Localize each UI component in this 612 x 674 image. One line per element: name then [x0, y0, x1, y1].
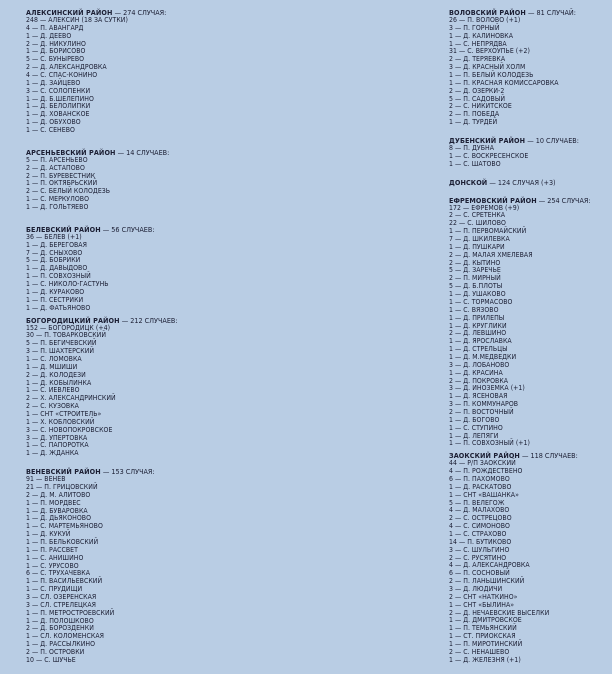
- locality-case-item: 2 — Д. КЫТИНО: [449, 258, 501, 267]
- locality-case-item: 2 — С. СРЕТЕНКА: [449, 211, 506, 220]
- locality-case-item: 2 — Д. М. АЛИТОВО: [26, 490, 91, 499]
- locality-case-item: 4 — С. СПАС-КОНИНО: [26, 71, 98, 80]
- locality-case-item: 2 — Д. ПОКРОВКА: [449, 376, 509, 385]
- locality-case-item: 1 — П. ПЕРВОМАЙСКИЙ: [449, 227, 527, 236]
- locality-case-item: 6 — П. СОСНОВЫЙ: [449, 569, 510, 578]
- locality-case-item: 248 — АЛЕКСИН (18 ЗА СУТКИ): [26, 16, 128, 24]
- district-summary: — 274 СЛУЧАЯ:: [112, 8, 167, 17]
- locality-case-item: 5 — П. БЕГИЧЕВСКИЙ: [26, 339, 97, 348]
- locality-case-item: 1 — Д. СТРЕЛЬЦЫ: [449, 345, 508, 354]
- locality-case-item: 1 — Д. КОБЫЛИНКА: [26, 378, 92, 387]
- locality-case-item: 1 — Д. ФАТЬЯНОВО: [26, 303, 91, 312]
- locality-case-item: 1 — Х. КОБЛОВСКИЙ: [26, 417, 95, 426]
- locality-case-item: 1 — П. СЕСТРИКИ: [26, 295, 84, 304]
- locality-case-item: 1 — С. МАРТЕМЬЯНОВО: [26, 522, 103, 531]
- locality-case-item: 3 — П. КОММУНАРОВ: [449, 400, 519, 409]
- locality-case-item: 2 — С. РУСЯТИНО: [449, 553, 507, 562]
- locality-case-item: 1 — С. УРУСОВО: [26, 561, 79, 570]
- locality-case-item: 3 — Д. УПЕРТОВКА: [26, 433, 88, 442]
- locality-case-item: 3 — Д. ЛОБАНОВО: [449, 360, 510, 369]
- locality-case-item: 1 — Д. ТУРДЕЙ: [449, 118, 498, 127]
- locality-case-item: 1 — СЛ. КОЛОМЕНСКАЯ: [26, 632, 104, 641]
- locality-case-item: 2 — Д. АЛЕКСАНДРОВКА: [26, 63, 107, 72]
- locality-case-item: 3 — П. ГОРНЫЙ: [449, 23, 500, 32]
- district-block: [449, 136, 609, 169]
- locality-case-item: 1 — С. ПРУДИЩИ: [26, 585, 83, 594]
- locality-case-item: 1 — Д. М.МЕДВЕДКИ: [449, 352, 517, 361]
- locality-case-item: 2 — П. БУРЕВЕСТНИК: [26, 171, 96, 180]
- locality-case-item: 21 — П. ГРИЦОВСКИЙ: [26, 482, 98, 491]
- locality-case-item: 1 — Д. КУРАКОВО: [26, 287, 85, 296]
- district-block: [26, 225, 326, 313]
- locality-case-item: 2 — Д. ТЕРЯЕВКА: [449, 55, 506, 64]
- district-block: [26, 467, 326, 665]
- locality-case-item: 1 — П. МОРДВЕС: [26, 498, 81, 507]
- district-heading: [449, 178, 609, 187]
- locality-case-item: 1 — С. ЛОМОВКА: [26, 354, 82, 363]
- locality-case-item: 1 — Д. Б.ШЕЛЕПИНО: [26, 94, 94, 103]
- locality-case-item: 1 — С. ИЕВЛЕВО: [26, 386, 80, 395]
- locality-case-item: 1 — Д. УШАКОВО: [449, 290, 506, 299]
- locality-case-item: 1 — Д. ДЬЯКОНОВО: [26, 514, 92, 523]
- district-name: БОГОРОДИЦКИЙ РАЙОН: [26, 315, 120, 325]
- locality-case-item: 91 — ВЕНЕВ: [26, 475, 66, 484]
- locality-case-item: 2 — Д. АСТАПОВО: [26, 163, 85, 172]
- locality-case-item: 5 — П. ВЕЛЕГОЖ: [449, 498, 505, 507]
- locality-case-item: 1 — Д. КРУГЛИКИ: [449, 321, 507, 330]
- locality-case-item: 1 — Д. РАСКАТОВО: [449, 482, 512, 491]
- district-summary: — 10 СЛУЧАЕВ:: [525, 136, 579, 146]
- locality-case-item: 14 — П. БУТИКОВО: [449, 537, 512, 546]
- district-name: ДОНСКОЙ: [449, 177, 488, 187]
- locality-case-item: 6 — С. ТРУХАЧЕВКА: [26, 569, 91, 578]
- locality-case-item: 2 — С. НИКИТСКОЕ: [449, 102, 512, 111]
- district-name: ЗАОКСКИЙ РАЙОН: [449, 451, 520, 461]
- locality-case-item: 1 — П. ТЕМЬЯНСКИЙ: [449, 624, 517, 633]
- locality-case-item: 3 — С. ШУЛЬГИНО: [449, 545, 510, 554]
- district-summary: — 212 СЛУЧАЕВ:: [119, 315, 178, 325]
- locality-case-item: 2 — Д. МАЛАЯ ХМЕЛЕВАЯ: [449, 250, 533, 259]
- locality-case-item: 1 — С. ВЯЗОВО: [449, 305, 499, 314]
- locality-case-item: 1 — П. СОВХОЗНЫЙ (+1): [449, 439, 531, 448]
- locality-case-item: 1 — С. НИКОЛО-ГАСТУНЬ: [26, 280, 109, 289]
- locality-case-item: 1 — СНТ «ВАШАНКА»: [449, 490, 519, 499]
- locality-case-item: 4 — С. СИМОНОВО: [449, 522, 510, 531]
- locality-case-item: 1 — Д. КРАСИНА: [449, 368, 503, 377]
- locality-case-item: 1 — Д. ЛЕПЯГИ: [449, 431, 499, 440]
- locality-case-item: 3 — СЛ. ОЗЕРЕНСКАЯ: [26, 593, 97, 601]
- locality-case-item: 5 — П. САДОВЫЙ: [449, 94, 506, 103]
- locality-case-item: 31 — С. ВЕРХОУПЬЕ (+2): [449, 47, 530, 56]
- locality-case-item: 2 — Д. НЕЧАЕВСКИЕ ВЫСЕЛКИ: [449, 608, 550, 617]
- left-column: [26, 8, 326, 674]
- district-block: [449, 8, 609, 127]
- locality-case-item: 1 — Д. ДАВЫДОВО: [26, 264, 88, 273]
- district-name: АЛЕКСИНСКИЙ РАЙОН: [26, 8, 113, 17]
- locality-case-item: 2 — Д. ОЗЕРКИ-2: [449, 86, 505, 95]
- locality-case-item: 3 — Д. ЛЮДИЧИ: [449, 585, 503, 593]
- locality-case-item: 1 — Д. ДМИТРОВСКОЕ: [449, 616, 522, 625]
- locality-case-item: 1 — Д. БОГОВО: [449, 415, 500, 424]
- locality-case-item: 1 — П. ОКТЯБРЬСКИЙ: [26, 179, 98, 188]
- locality-case-item: 1 — П. БЕЛЫЙ КОЛОДЕЗЬ: [449, 71, 534, 80]
- right-column: [449, 8, 609, 668]
- locality-case-item: 10 — С. ШУЧЬЕ: [26, 655, 76, 664]
- locality-case-item: 1 — Д. ГОЛЬТЯЕВО: [26, 203, 89, 212]
- locality-case-item: 1 — С. ВОСКРЕСЕНСКОЕ: [449, 151, 529, 160]
- locality-case-item: 2 — П. МИРНЫЙ: [449, 274, 501, 283]
- locality-case-item: 1 — П. КРАСНАЯ КОМИССАРОВКА: [449, 78, 559, 87]
- district-spacer: [449, 127, 609, 136]
- locality-case-item: 44 — Р/П ЗАОКСКИЙ: [449, 459, 516, 468]
- locality-case-item: 5 — Д. ЗАРЕЧЬЕ: [449, 266, 501, 275]
- locality-case-item: 1 — Д. ЖЕЛЕЗНЯ (+1): [449, 655, 521, 664]
- district-summary: — 153 СЛУЧАЯ:: [100, 467, 155, 477]
- locality-case-item: 172 — ЕФРЕМОВ (+9): [449, 203, 520, 212]
- locality-case-item: 4 — П. АВАНГАРД: [26, 23, 84, 32]
- district-spacer: [26, 665, 326, 674]
- locality-case-item: 1 — С. СЕНЕВО: [26, 126, 75, 135]
- district-block: [26, 8, 326, 135]
- district-summary: — 124 СЛУЧАЯ (+3): [487, 177, 556, 187]
- locality-case-item: 1 — С. АНИШИНО: [26, 553, 84, 562]
- district-spacer: [26, 212, 326, 225]
- locality-case-item: 3 — Д. ИНОЗЕМКА (+1): [449, 384, 525, 393]
- locality-case-item: 1 — Д. КУКУЙ: [26, 530, 71, 539]
- district-summary: — 118 СЛУЧАЕВ:: [519, 451, 578, 461]
- locality-case-item: 22 — С. ШИЛОВО: [449, 219, 506, 228]
- district-summary: — 56 СЛУЧАЕВ:: [100, 224, 155, 234]
- locality-case-item: 2 — Д. НИКУЛИНО: [26, 39, 86, 48]
- locality-case-item: 36 — БЕЛЕВ (+1): [26, 232, 82, 241]
- district-spacer: [449, 187, 609, 196]
- locality-case-item: 3 — П. ШАХТЕРСКИЙ: [26, 347, 95, 356]
- locality-case-item: 4 — П. РОЖДЕСТВЕНО: [449, 467, 523, 476]
- locality-case-item: 1 — С. СТУПИНО: [449, 423, 503, 432]
- district-heading: [26, 467, 326, 476]
- district-summary: — 81 СЛУЧАЙ:: [525, 8, 576, 17]
- locality-case-item: 1 — Д. ПРИЛЕПЫ: [449, 313, 505, 322]
- district-spacer: [26, 135, 326, 148]
- locality-case-item: 2 — СНТ «НАТКИНО»: [449, 592, 518, 601]
- locality-case-item: 2 — П. ВОСТОЧНЫЙ: [449, 407, 514, 416]
- locality-case-item: 1 — Д. БОРИСОВО: [26, 47, 86, 56]
- locality-case-item: 1 — П. ВАСИЛЬЕВСКИЙ: [26, 577, 103, 586]
- locality-case-item: 7 — Д. ШКИЛЕВКА: [449, 235, 510, 244]
- district-block: [26, 148, 326, 212]
- locality-case-item: 4 — Д. МАЛАХОВО: [449, 506, 510, 515]
- locality-case-item: 1 — СНТ «БЫЛИНА»: [449, 600, 515, 609]
- district-block: [26, 316, 326, 459]
- locality-case-item: 1 — Д. ЖДАНКА: [26, 449, 79, 458]
- locality-case-item: 2 — С. КУЗОВКА: [26, 402, 79, 411]
- locality-case-item: 1 — П. МИРОТИНСКИЙ: [449, 640, 523, 649]
- locality-case-item: 1 — С. ТОРМАСОВО: [449, 297, 513, 306]
- district-spacer: [449, 169, 609, 178]
- locality-case-item: 1 — П. РАССВЕТ: [26, 545, 78, 554]
- locality-case-item: 2 — П. ПОБЕДА: [449, 110, 500, 119]
- district-spacer: [26, 458, 326, 467]
- locality-case-item: 1 — С. НЕПРЯДВА: [449, 39, 507, 48]
- district-block: [449, 178, 609, 187]
- locality-case-item: 1 — Д. РАССЫЛКИНО: [26, 640, 96, 649]
- district-summary: — 14 СЛУЧАЕВ:: [115, 147, 170, 157]
- locality-case-item: 2 — С. ОСТРЕЦОВО: [449, 514, 512, 523]
- locality-case-item: 5 — Д. Б.ПЛОТЫ: [449, 282, 503, 291]
- locality-case-item: 26 — П. ВОЛОВО (+1): [449, 16, 521, 24]
- district-name: АРСЕНЬЕВСКИЙ РАЙОН: [26, 147, 116, 157]
- district-spacer: [449, 665, 609, 668]
- district-name: ВОЛОВСКИЙ РАЙОН: [449, 8, 526, 17]
- locality-case-item: 1 — Д. ПОЛОШКОВО: [26, 616, 94, 625]
- locality-case-item: 1 — Д. ЯСЕНОВАЯ: [449, 392, 508, 401]
- locality-case-item: 1 — Д. БЕРЕГОВАЯ: [26, 240, 87, 249]
- locality-case-item: 5 — П. АРСЕНЬЕВО: [26, 155, 88, 164]
- locality-case-item: 1 — Д. КАЛИНОВКА: [449, 31, 514, 40]
- locality-case-item: 2 — П. ОСТРОВКИ: [26, 648, 85, 657]
- locality-case-item: 1 — СНТ «СТРОИТЕЛЬ»: [26, 409, 102, 418]
- locality-case-item: 3 — Д. КРАСНЫЙ ХОЛМ: [449, 63, 526, 72]
- district-name: ЕФРЕМОВСКИЙ РАЙОН: [449, 195, 537, 205]
- district-name: ДУБЕНСКИЙ РАЙОН: [449, 136, 526, 146]
- locality-case-item: 1 — С. МЕРКУЛОВО: [26, 195, 90, 204]
- locality-case-item: 1 — С. ПАПОРОТКА: [26, 441, 89, 450]
- locality-case-item: 2 — С. БЕЛЫЙ КОЛОДЕЗЬ: [26, 187, 111, 196]
- locality-case-item: 4 — Д. АЛЕКСАНДРОВКА: [449, 561, 530, 570]
- locality-case-item: 1 — Д. ЯРОСЛАВКА: [449, 337, 512, 346]
- district-name: ВЕНЕВСКИЙ РАЙОН: [26, 467, 101, 477]
- locality-case-item: 3 — С. СОЛОПЕНКИ: [26, 86, 91, 95]
- locality-case-item: 1 — Д. ДЕЕВО: [26, 31, 72, 40]
- district-block: [449, 196, 609, 449]
- locality-case-item: 1 — Д. ЗАЙЦЕВО: [26, 78, 81, 87]
- locality-case-item: 2 — Д. КОЛОДЕЗИ: [26, 370, 86, 379]
- locality-case-item: 1 — Д. БЕЛОЛИПКИ: [26, 102, 91, 111]
- district-name: БЕЛЕВСКИЙ РАЙОН: [26, 224, 101, 234]
- locality-case-item: 7 — Д. СНЫХОВО: [26, 248, 83, 257]
- locality-case-item: 5 — Д. БОБРИКИ: [26, 256, 81, 265]
- locality-case-item: 1 — Д. МШИШИ: [26, 362, 78, 371]
- locality-case-item: 6 — П. ПАХОМОВО: [449, 474, 510, 483]
- locality-case-item: 1 — Д. ХОВАНСКОЕ: [26, 110, 90, 119]
- locality-case-item: 1 — Д. ОБУХОВО: [26, 118, 81, 127]
- locality-case-item: 1 — С. ШАТОВО: [449, 159, 501, 168]
- locality-case-item: 5 — С. БУНЫРЕВО: [26, 55, 85, 64]
- district-summary: — 254 СЛУЧАЯ:: [536, 195, 591, 205]
- locality-case-item: 2 — Х. АЛЕКСАНДРИНСКИЙ: [26, 394, 116, 403]
- locality-case-item: 8 — П. ДУБНА: [449, 144, 495, 153]
- locality-case-item: 1 — П. МЕТРОСТРОЕВСКИЙ: [26, 608, 115, 617]
- locality-case-item: 1 — С. СТРАХОВО: [449, 529, 507, 538]
- locality-case-item: 1 — П. БЕЛЬКОВСКИЙ: [26, 537, 99, 546]
- locality-case-item: 1 — Д. ПУШКАРИ: [449, 242, 505, 251]
- locality-case-item: 2 — Д. ЛЕВШИНО: [449, 329, 507, 338]
- locality-case-item: 3 — С. НОВОПОКРОВСКОЕ: [26, 425, 113, 434]
- locality-case-item: 152 — БОГОРОДИЦК (+4): [26, 323, 111, 332]
- locality-case-item: 3 — СЛ. СТРЕЛЕЦКАЯ: [26, 600, 97, 609]
- locality-case-item: 2 — С. НЕНАШЕВО: [449, 647, 510, 656]
- locality-case-item: 2 — П. ЛАНЬШИНСКИЙ: [449, 577, 525, 586]
- locality-case-item: 1 — Д. БУВАРОВКА: [26, 506, 88, 515]
- locality-case-item: 30 — П. ТОВАРКОВСКИЙ: [26, 331, 107, 340]
- locality-case-item: 1 — П. СОВХОЗНЫЙ: [26, 272, 91, 281]
- locality-case-item: 2 — Д. БОРОЗДЕНКИ: [26, 624, 94, 633]
- district-block: [449, 451, 609, 664]
- locality-case-item: 1 — СТ. ПРИОКСКАЯ: [449, 632, 516, 641]
